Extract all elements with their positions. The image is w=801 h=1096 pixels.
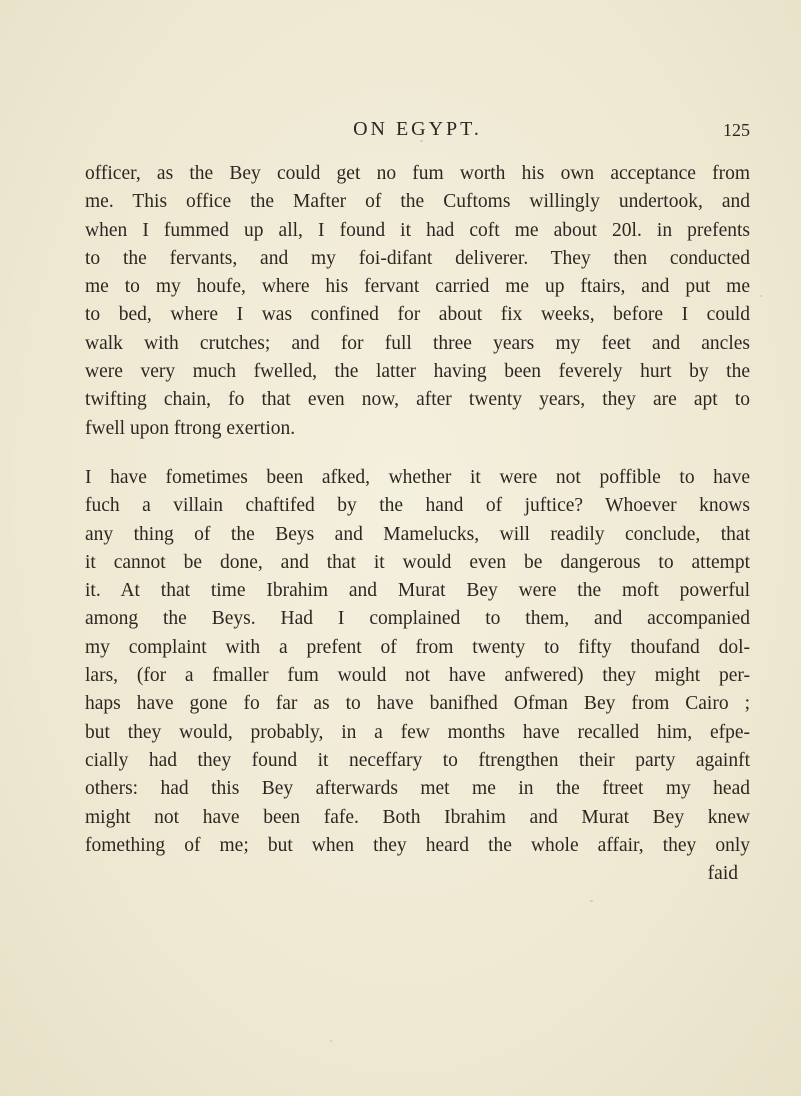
text-line: but they would, probably, in a few months have recalled him, efpe- (85, 721, 750, 743)
text-line: to bed, where I was confined for about fix weeks, before I could (85, 304, 750, 326)
text-line: me to my houfe, where his fervant carried me up ftairs, and put me (85, 276, 750, 298)
text-line: fuch a villain chaftifed by the hand of juftice? Whoever knows (85, 495, 750, 517)
paper-speck (330, 1040, 332, 1042)
text-line: lars, (for a fmaller fum would not have anfwered) they might per- (85, 665, 750, 687)
text-line: fomething of me; but when they heard the whole affair, they only (85, 834, 750, 856)
text-line: when I fummed up all, I found it had coft me about 20l. in prefents (85, 219, 750, 241)
text-line: it. At that time Ibrahim and Murat Bey were the moft powerful (85, 580, 750, 602)
paragraph-1 (85, 160, 750, 443)
text-line: I have fometimes been afked, whether it were not poffible to have (85, 466, 750, 488)
text-line: among the Beys. Had I complained to them, and accompanied (85, 608, 750, 630)
running-title: ON EGYPT. (353, 118, 482, 140)
text-line: any thing of the Beys and Mamelucks, will readily conclude, that (85, 523, 750, 545)
text-line: fwell upon ftrong exertion. (85, 417, 296, 439)
text-line: might not have been fafe. Both Ibrahim and Murat Bey knew (85, 806, 750, 828)
running-head (85, 118, 750, 148)
text-line: were very much fwelled, the latter having been feverely hurt by the (85, 361, 750, 383)
text-line: to the fervants, and my foi-difant deliverer. They then conducted (85, 247, 750, 269)
text-line: officer, as the Bey could get no fum worth his own acceptance from (85, 163, 750, 184)
paper-speck (590, 900, 593, 902)
page-number: 125 (723, 120, 750, 140)
text-line: it cannot be done, and that it would even be dangerous to attempt (85, 551, 750, 573)
text-line: walk with crutches; and for full three years my feet and ancles (85, 332, 750, 354)
text-line: my complaint with a prefent of from twenty to fifty thoufand dol- (85, 636, 750, 658)
paragraph-2 (85, 464, 750, 860)
catchword: faid (707, 863, 738, 885)
text-line: me. This office the Mafter of the Cuftoms willingly undertook, and (85, 191, 750, 213)
text-line: twifting chain, fo that even now, after twenty years, they are apt to (85, 389, 750, 411)
paper-speck (420, 140, 423, 142)
text-line: cially had they found it neceffary to ftrengthen their party againft (85, 749, 750, 771)
paper-speck (760, 295, 762, 297)
text-line: others: had this Bey afterwards met me in the ftreet my head (85, 778, 750, 800)
body-text (85, 160, 750, 888)
text-line: haps have gone fo far as to have banifhed Ofman Bey from Cairo ; (85, 693, 750, 715)
